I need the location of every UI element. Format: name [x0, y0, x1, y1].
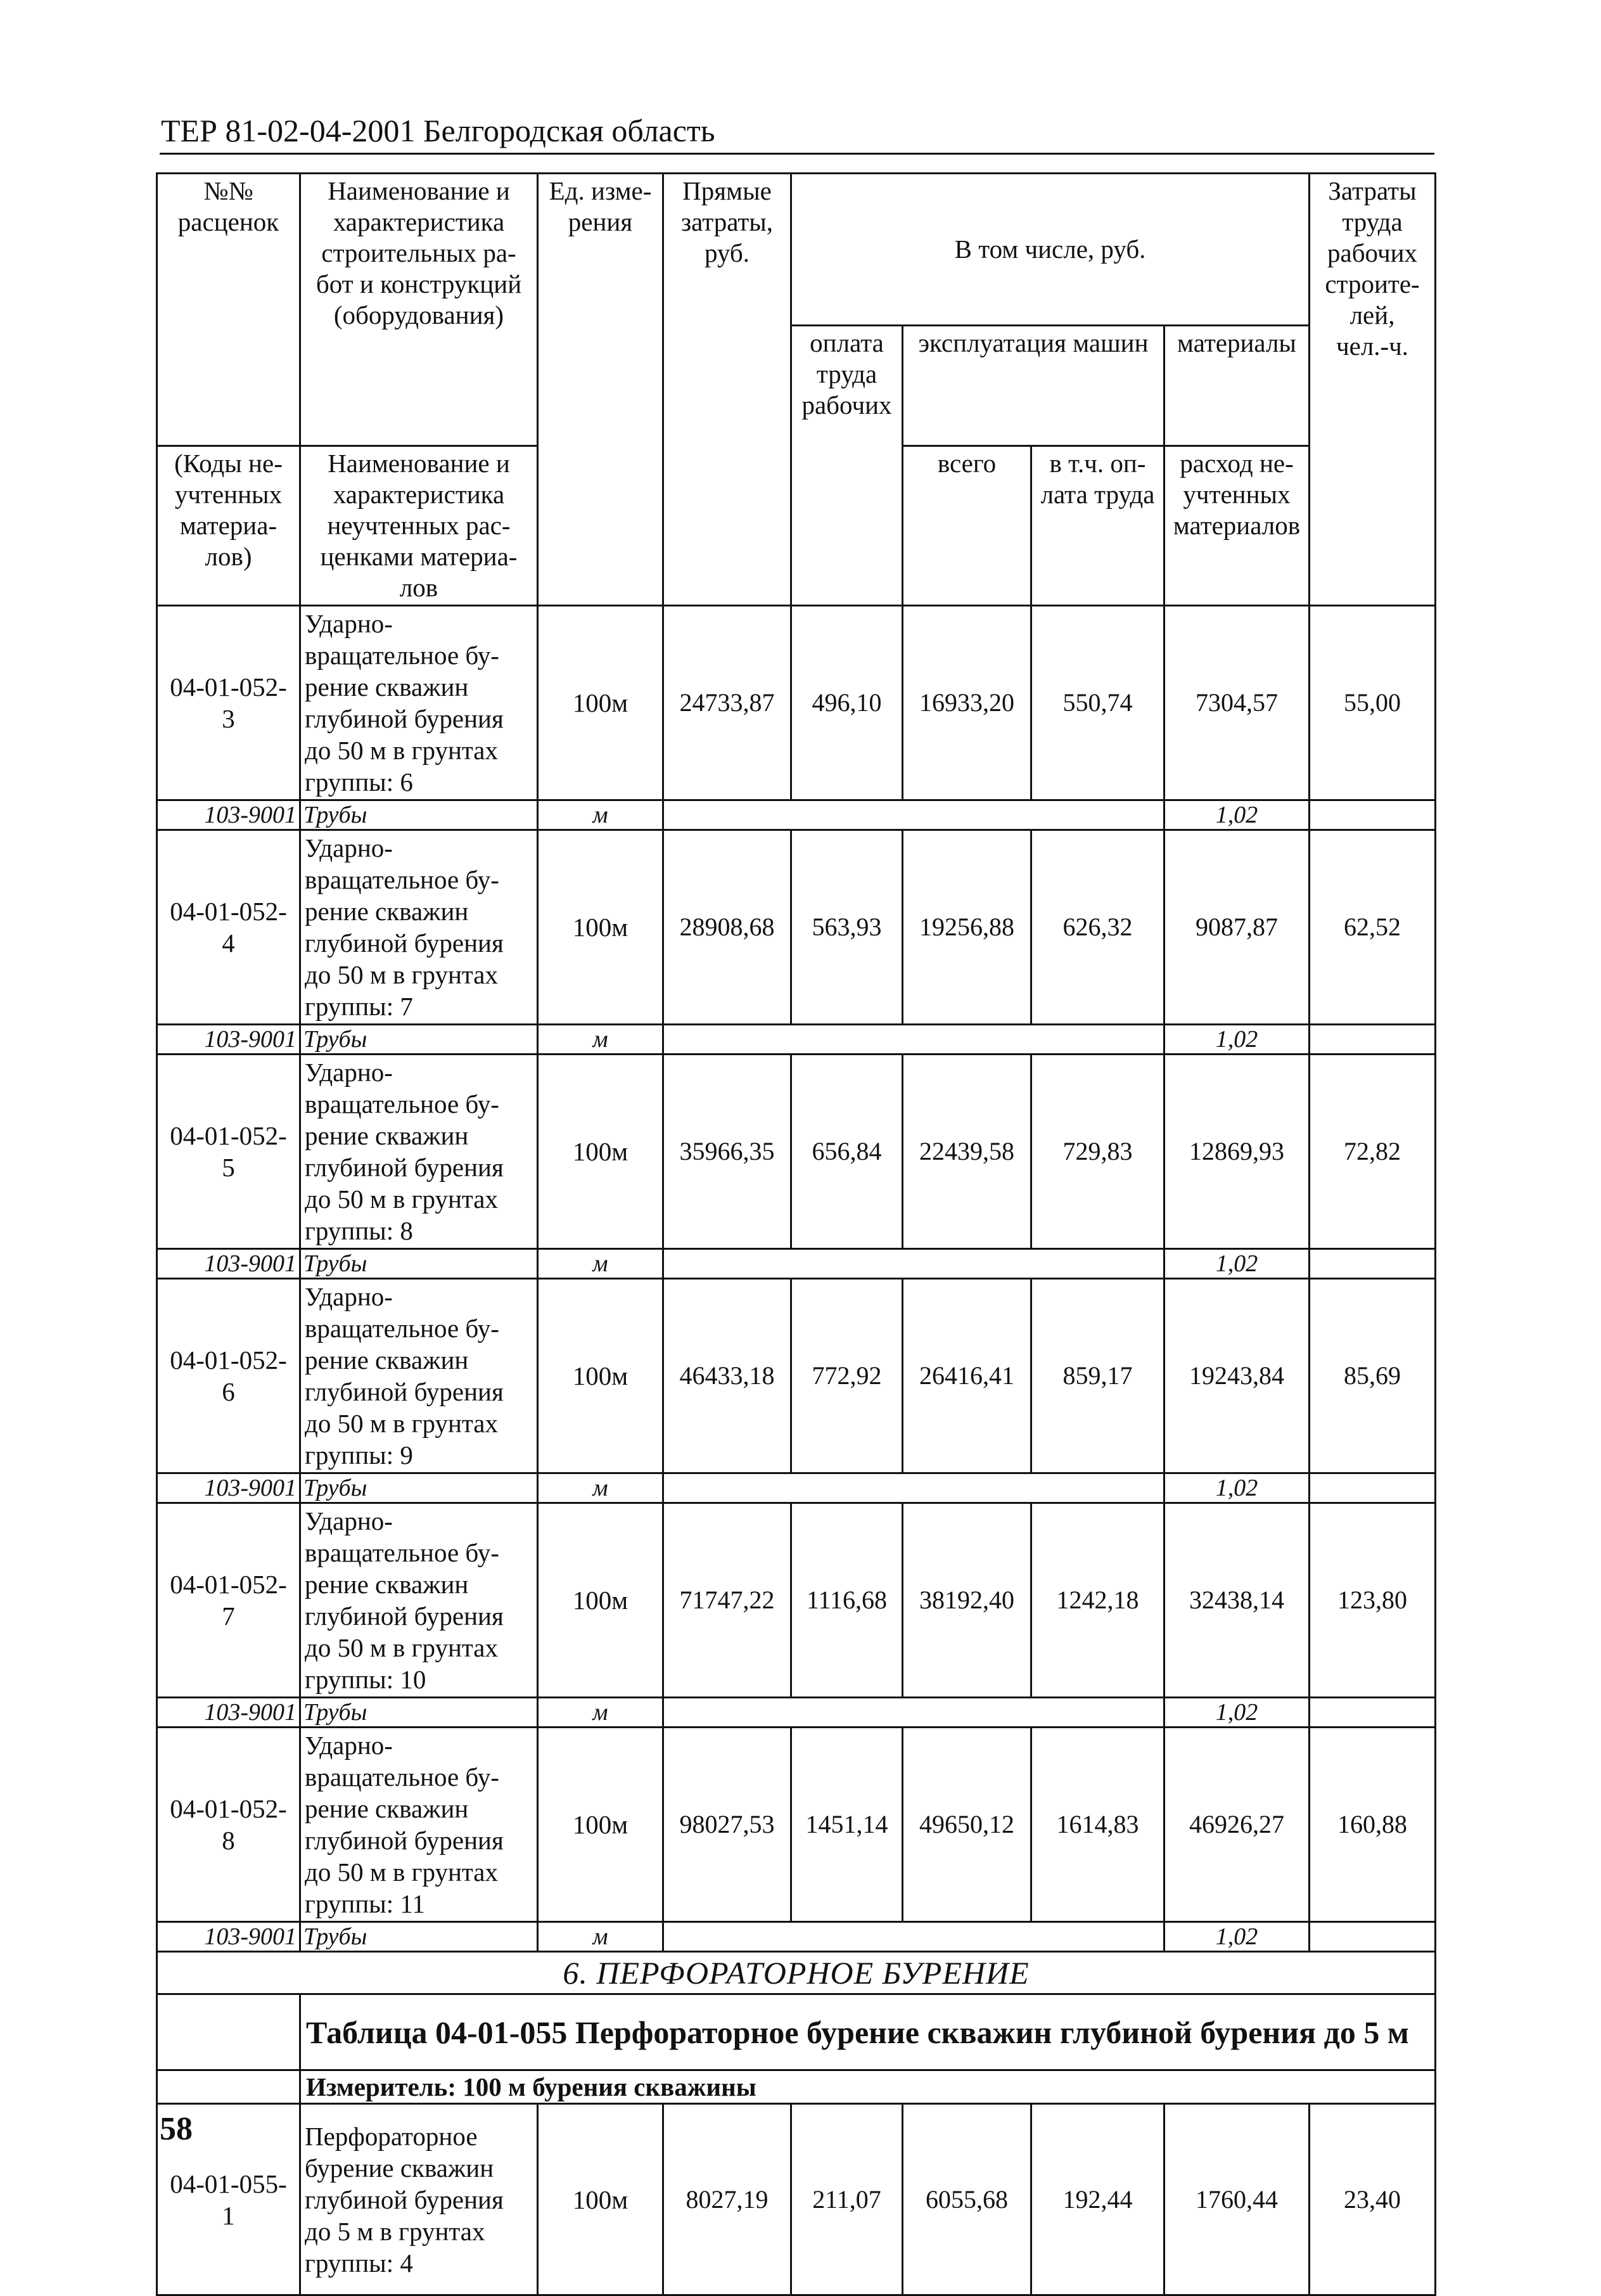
material-code: 103-9001 — [157, 800, 300, 830]
description-line: глубиной бурения — [305, 2184, 504, 2214]
material-name: Трубы — [300, 800, 538, 830]
description-line: Ударно- — [305, 609, 393, 638]
rate-worker-hours: 85,69 — [1310, 1279, 1436, 1473]
rate-code-line: 04-01-052- — [170, 897, 287, 926]
material-row — [157, 1025, 1436, 1055]
price-table — [156, 172, 1436, 2296]
rate-unit: 100м — [538, 1503, 663, 1698]
material-qty: 1,02 — [1164, 800, 1310, 830]
header-line: (оборудования) — [333, 300, 504, 330]
section-title: 6. ПЕРФОРАТОРНОЕ БУРЕНИЕ — [157, 1952, 1436, 1994]
header-line: лов — [399, 573, 438, 602]
col-mat-uncounted-header — [1164, 446, 1310, 606]
rate-unit: 100м — [538, 606, 663, 800]
material-row — [157, 1922, 1436, 1952]
table-row — [157, 1503, 1436, 1698]
material-blank — [1310, 800, 1436, 830]
table-row — [157, 830, 1436, 1025]
header-line: оплата — [810, 328, 884, 357]
rate-direct-cost: 46433,18 — [663, 1279, 791, 1473]
rate-description — [300, 1055, 538, 1249]
rate-machines-total: 38192,40 — [903, 1503, 1031, 1698]
rate-code — [157, 606, 300, 800]
header-line: Наименование и — [328, 176, 510, 205]
col-name2-header — [300, 446, 538, 606]
rate-machines-labor: 550,74 — [1031, 606, 1164, 800]
material-row — [157, 800, 1436, 830]
table-row — [157, 1055, 1436, 1249]
rate-code-line: 04-01-052- — [170, 1794, 287, 1823]
rate-code — [157, 830, 300, 1025]
header-rule — [160, 153, 1434, 155]
rate-machines-total: 26416,41 — [903, 1279, 1031, 1473]
rate-unit: 100м — [538, 830, 663, 1025]
description-line: Ударно- — [305, 1058, 393, 1087]
header-line: строительных ра- — [321, 238, 516, 267]
header-line: в т.ч. оп- — [1049, 449, 1146, 478]
description-line: бурение скважин — [305, 2153, 494, 2183]
header-line: рения — [568, 207, 633, 236]
description-line: рение скважин — [305, 672, 469, 702]
rate-code-line: 04-01-052- — [170, 1570, 287, 1599]
header-line: характеристика — [333, 207, 505, 236]
material-blank — [1310, 1025, 1436, 1055]
description-line: вращательное бу- — [305, 641, 499, 670]
description-line: вращательное бу- — [305, 1538, 499, 1567]
description-line: до 50 м в грунтах — [305, 1633, 498, 1662]
rate-code — [157, 1279, 300, 1473]
header-line: расход не- — [1180, 449, 1294, 478]
material-unit: м — [538, 1473, 663, 1503]
rate-worker-hours: 23,40 — [1310, 2104, 1436, 2295]
rate-description — [300, 2104, 538, 2295]
table-row — [157, 1279, 1436, 1473]
description-line: до 50 м в грунтах — [305, 1184, 498, 1214]
material-qty: 1,02 — [1164, 1698, 1310, 1728]
material-unit: м — [538, 1025, 663, 1055]
rate-machines-total: 19256,88 — [903, 830, 1031, 1025]
rate-worker-hours: 55,00 — [1310, 606, 1436, 800]
description-line: рение скважин — [305, 1570, 469, 1599]
rate-worker-hours: 123,80 — [1310, 1503, 1436, 1698]
rate-worker-hours: 160,88 — [1310, 1728, 1436, 1922]
table-row — [157, 606, 1436, 800]
col-mach-pay-header — [1031, 446, 1164, 606]
header-line: №№ — [203, 176, 253, 205]
rate-code — [157, 1728, 300, 1922]
material-qty: 1,02 — [1164, 1249, 1310, 1279]
header-line: затраты, — [680, 207, 774, 236]
rate-code-line: 7 — [222, 1601, 235, 1631]
rate-code-line: 04-01-052- — [170, 1345, 287, 1375]
rate-labor-cost: 496,10 — [791, 606, 903, 800]
table-body — [157, 174, 1436, 2295]
header-line: характеристика — [333, 480, 505, 509]
rate-machines-total: 16933,20 — [903, 606, 1031, 800]
material-blank — [1310, 1698, 1436, 1728]
rate-code-line: 04-01-052- — [170, 672, 287, 702]
header-line: учтенных — [1183, 480, 1291, 509]
material-row — [157, 1698, 1436, 1728]
material-unit: м — [538, 800, 663, 830]
header-line: материалов — [1173, 511, 1301, 540]
table-title-row — [157, 1994, 1436, 2070]
col-mach-total-header: всего — [903, 446, 1031, 606]
material-blank — [663, 800, 1164, 830]
rate-materials: 32438,14 — [1164, 1503, 1310, 1698]
rate-code-line: 1 — [222, 2200, 235, 2230]
rate-code-line: 6 — [222, 1377, 235, 1406]
material-unit: м — [538, 1698, 663, 1728]
material-name: Трубы — [300, 1698, 538, 1728]
col-direct-header — [663, 174, 791, 606]
header-line: неучтенных рас- — [327, 511, 511, 540]
col-materials-header: материалы — [1164, 326, 1310, 446]
rate-materials: 1760,44 — [1164, 2104, 1310, 2295]
rate-machines-total: 6055,68 — [903, 2104, 1031, 2295]
material-code: 103-9001 — [157, 1698, 300, 1728]
rate-code-line: 4 — [222, 928, 235, 958]
rate-unit: 100м — [538, 1728, 663, 1922]
description-line: вращательное бу- — [305, 1762, 499, 1792]
material-code: 103-9001 — [157, 1922, 300, 1952]
header-line: чел.-ч. — [1336, 331, 1409, 361]
material-unit: м — [538, 1249, 663, 1279]
rate-materials: 9087,87 — [1164, 830, 1310, 1025]
rate-labor-cost: 1451,14 — [791, 1728, 903, 1922]
rate-materials: 19243,84 — [1164, 1279, 1310, 1473]
rate-machines-labor: 1242,18 — [1031, 1503, 1164, 1698]
material-blank — [663, 1922, 1164, 1952]
description-line: группы: 11 — [305, 1889, 425, 1918]
rate-direct-cost: 8027,19 — [663, 2104, 791, 2295]
rate-labor-cost: 563,93 — [791, 830, 903, 1025]
description-line: глубиной бурения — [305, 1153, 504, 1182]
rate-machines-labor: 1614,83 — [1031, 1728, 1164, 1922]
description-line: Ударно- — [305, 1506, 393, 1536]
material-row — [157, 1473, 1436, 1503]
material-blank — [663, 1473, 1164, 1503]
header-line: Наименование и — [328, 449, 510, 478]
rate-materials: 7304,57 — [1164, 606, 1310, 800]
col-code-header — [157, 174, 300, 446]
rate-unit: 100м — [538, 1279, 663, 1473]
header-line: рабочих — [1327, 238, 1418, 267]
col-unit-header — [538, 174, 663, 606]
col-incl-header: В том числе, руб. — [791, 174, 1310, 326]
material-row — [157, 1249, 1436, 1279]
description-line: глубиной бурения — [305, 928, 504, 958]
description-line: рение скважин — [305, 1794, 469, 1823]
table-title: Таблица 04-01-055 Перфораторное бурение скважин глубиной бурения до 5 м — [300, 1994, 1436, 2070]
description-line: группы: 6 — [305, 767, 413, 797]
material-blank — [1310, 1922, 1436, 1952]
material-name: Трубы — [300, 1922, 538, 1952]
description-line: группы: 10 — [305, 1665, 426, 1694]
rate-direct-cost: 35966,35 — [663, 1055, 791, 1249]
description-line: Ударно- — [305, 833, 393, 863]
rate-labor-cost: 211,07 — [791, 2104, 903, 2295]
material-code: 103-9001 — [157, 1249, 300, 1279]
rate-direct-cost: 71747,22 — [663, 1503, 791, 1698]
rate-materials: 46926,27 — [1164, 1728, 1310, 1922]
rate-code-line: 8 — [222, 1826, 235, 1855]
rate-code — [157, 1055, 300, 1249]
rate-labor-cost: 656,84 — [791, 1055, 903, 1249]
header-line: рабочих — [801, 390, 892, 420]
rate-labor-cost: 1116,68 — [791, 1503, 903, 1698]
rate-code-line: 04-01-052- — [170, 1121, 287, 1150]
rate-machines-labor: 729,83 — [1031, 1055, 1164, 1249]
material-blank — [663, 1249, 1164, 1279]
description-line: рение скважин — [305, 1345, 469, 1375]
description-line: до 50 м в грунтах — [305, 1857, 498, 1887]
header-line: руб. — [704, 238, 750, 267]
description-line: вращательное бу- — [305, 1089, 499, 1119]
material-code: 103-9001 — [157, 1025, 300, 1055]
material-qty: 1,02 — [1164, 1922, 1310, 1952]
rate-description — [300, 606, 538, 800]
description-line: группы: 9 — [305, 1440, 413, 1470]
description-line: глубиной бурения — [305, 704, 504, 733]
description-line: до 50 м в грунтах — [305, 736, 498, 765]
header-line: лей, — [1349, 300, 1395, 330]
rate-labor-cost: 772,92 — [791, 1279, 903, 1473]
table-row — [157, 1728, 1436, 1922]
material-blank — [1310, 1473, 1436, 1503]
material-name: Трубы — [300, 1025, 538, 1055]
material-unit: м — [538, 1922, 663, 1952]
rate-machines-labor: 192,44 — [1031, 2104, 1164, 2295]
meter-blank — [157, 2070, 300, 2104]
page-number: 58 — [160, 2111, 193, 2147]
description-line: вращательное бу- — [305, 1314, 499, 1343]
description-line: группы: 8 — [305, 1216, 413, 1245]
rate-description — [300, 1728, 538, 1922]
rate-code — [157, 1503, 300, 1698]
col-labor-header — [791, 326, 903, 606]
header-line: труда — [816, 359, 877, 388]
header-line: Прямые — [682, 176, 772, 205]
rate-materials: 12869,93 — [1164, 1055, 1310, 1249]
header-line: материа- — [179, 511, 277, 540]
header-line: лата труда — [1040, 480, 1155, 509]
rate-machines-total: 22439,58 — [903, 1055, 1031, 1249]
col-name-header — [300, 174, 538, 446]
col-machines-header: эксплуатация машин — [903, 326, 1164, 446]
header-line: бот и конструкций — [316, 269, 522, 298]
header-line: Затраты — [1328, 176, 1417, 205]
page-header: ТЕР 81-02-04-2001 Белгородская область — [161, 113, 715, 148]
header-line: лов) — [205, 542, 252, 571]
material-blank — [1310, 1249, 1436, 1279]
rate-machines-total: 49650,12 — [903, 1728, 1031, 1922]
table-row — [157, 2104, 1436, 2295]
description-line: глубиной бурения — [305, 1601, 504, 1631]
header-line: ценками материа- — [320, 542, 518, 571]
section-row — [157, 1952, 1436, 1994]
header-line: труда — [1342, 207, 1403, 236]
rate-direct-cost: 98027,53 — [663, 1728, 791, 1922]
meter-row — [157, 2070, 1436, 2104]
description-line: до 50 м в грунтах — [305, 1409, 498, 1438]
header-line: строите- — [1325, 269, 1420, 298]
header-line: Ед. изме- — [549, 176, 652, 205]
header-line: учтенных — [174, 480, 283, 509]
description-line: рение скважин — [305, 897, 469, 926]
table-title-blank — [157, 1994, 300, 2070]
rate-worker-hours: 72,82 — [1310, 1055, 1436, 1249]
description-line: Перфораторное — [305, 2121, 478, 2151]
rate-description — [300, 1279, 538, 1473]
material-qty: 1,02 — [1164, 1473, 1310, 1503]
description-line: до 50 м в грунтах — [305, 960, 498, 989]
description-line: рение скважин — [305, 1121, 469, 1150]
material-blank — [663, 1698, 1164, 1728]
rate-description — [300, 830, 538, 1025]
rate-code-line: 3 — [222, 704, 235, 733]
description-line: Ударно- — [305, 1731, 393, 1760]
rate-code-line: 5 — [222, 1153, 235, 1182]
description-line: группы: 7 — [305, 992, 413, 1021]
rate-machines-labor: 859,17 — [1031, 1279, 1164, 1473]
rate-direct-cost: 24733,87 — [663, 606, 791, 800]
description-line: группы: 4 — [305, 2248, 413, 2278]
header-line: (Коды не- — [174, 449, 283, 478]
description-line: глубиной бурения — [305, 1826, 504, 1855]
description-line: до 5 м в грунтах — [305, 2216, 485, 2246]
material-qty: 1,02 — [1164, 1025, 1310, 1055]
rate-direct-cost: 28908,68 — [663, 830, 791, 1025]
material-name: Трубы — [300, 1249, 538, 1279]
col-code2-header — [157, 446, 300, 606]
material-blank — [663, 1025, 1164, 1055]
description-line: глубиной бурения — [305, 1377, 504, 1406]
rate-machines-labor: 626,32 — [1031, 830, 1164, 1025]
rate-unit: 100м — [538, 2104, 663, 2295]
description-line: вращательное бу- — [305, 865, 499, 894]
header-row-1 — [157, 174, 1436, 326]
material-code: 103-9001 — [157, 1473, 300, 1503]
rate-unit: 100м — [538, 1055, 663, 1249]
rate-code-line: 04-01-055- — [170, 2169, 287, 2198]
col-workers-header — [1310, 174, 1436, 606]
description-line: Ударно- — [305, 1282, 393, 1311]
header-line: расценок — [177, 207, 279, 236]
meter-label: Измеритель: 100 м бурения скважины — [300, 2070, 1436, 2104]
material-name: Трубы — [300, 1473, 538, 1503]
rate-description — [300, 1503, 538, 1698]
rate-worker-hours: 62,52 — [1310, 830, 1436, 1025]
